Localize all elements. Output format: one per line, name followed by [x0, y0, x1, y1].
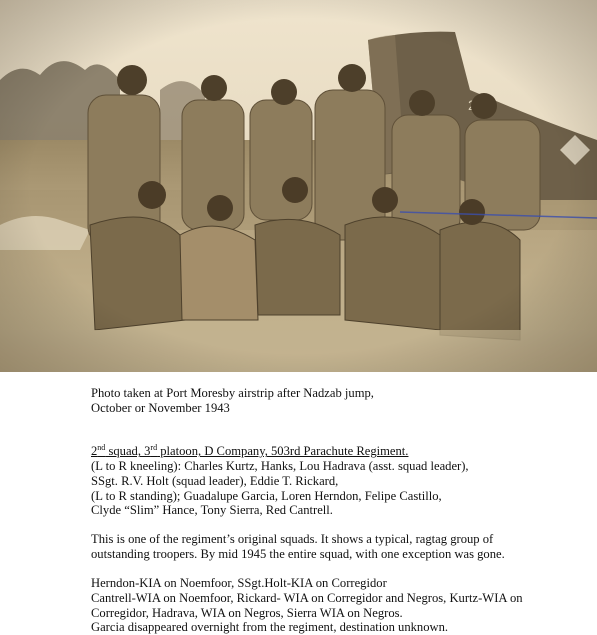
casualty-line-4: Garcia disappeared overnight from the regiment, destination unknown.	[91, 620, 449, 635]
casualty-line-2: Cantrell-WIA on Noemfoor, Rickard- WIA on Corregidor and Negros, Kurtz-WIA on	[91, 591, 523, 606]
description-line-2: outstanding troopers. By mid 1945 the entire squad, with one exception was gone.	[91, 547, 505, 562]
squad-heading: 2nd squad, 3rd platoon, D Company, 503rd Parachute Regiment.	[91, 443, 409, 459]
squad-line-3: (L to R standing); Guadalupe Garcia, Loren Herndon, Felipe Castillo,	[91, 488, 442, 503]
caption-line-1: Photo taken at Port Moresby airstrip after Nadzab jump,	[91, 386, 374, 400]
casualty-line-1: Herndon-KIA on Noemfoor, SSgt.Holt-KIA on Corregidor	[91, 576, 387, 591]
casualty-line-3: Corregidor, Hadrava, WIA on Negros, Sierra WIA on Negros.	[91, 605, 403, 620]
caption-line-2: October or November 1943	[91, 400, 230, 415]
squad-line-4: Clyde “Slim” Hance, Tony Sierra, Red Cantrell.	[91, 503, 333, 518]
document-text	[91, 386, 591, 635]
description-line-1: This is one of the regiment’s original squads. It shows a typical, ragtag group of	[91, 532, 494, 547]
squad-line-1: (L to R kneeling): Charles Kurtz, Hanks, Lou Hadrava (asst. squad leader),	[91, 459, 469, 474]
squad-line-2: SSgt. R.V. Holt (squad leader), Eddie T. Rickard,	[91, 473, 339, 488]
